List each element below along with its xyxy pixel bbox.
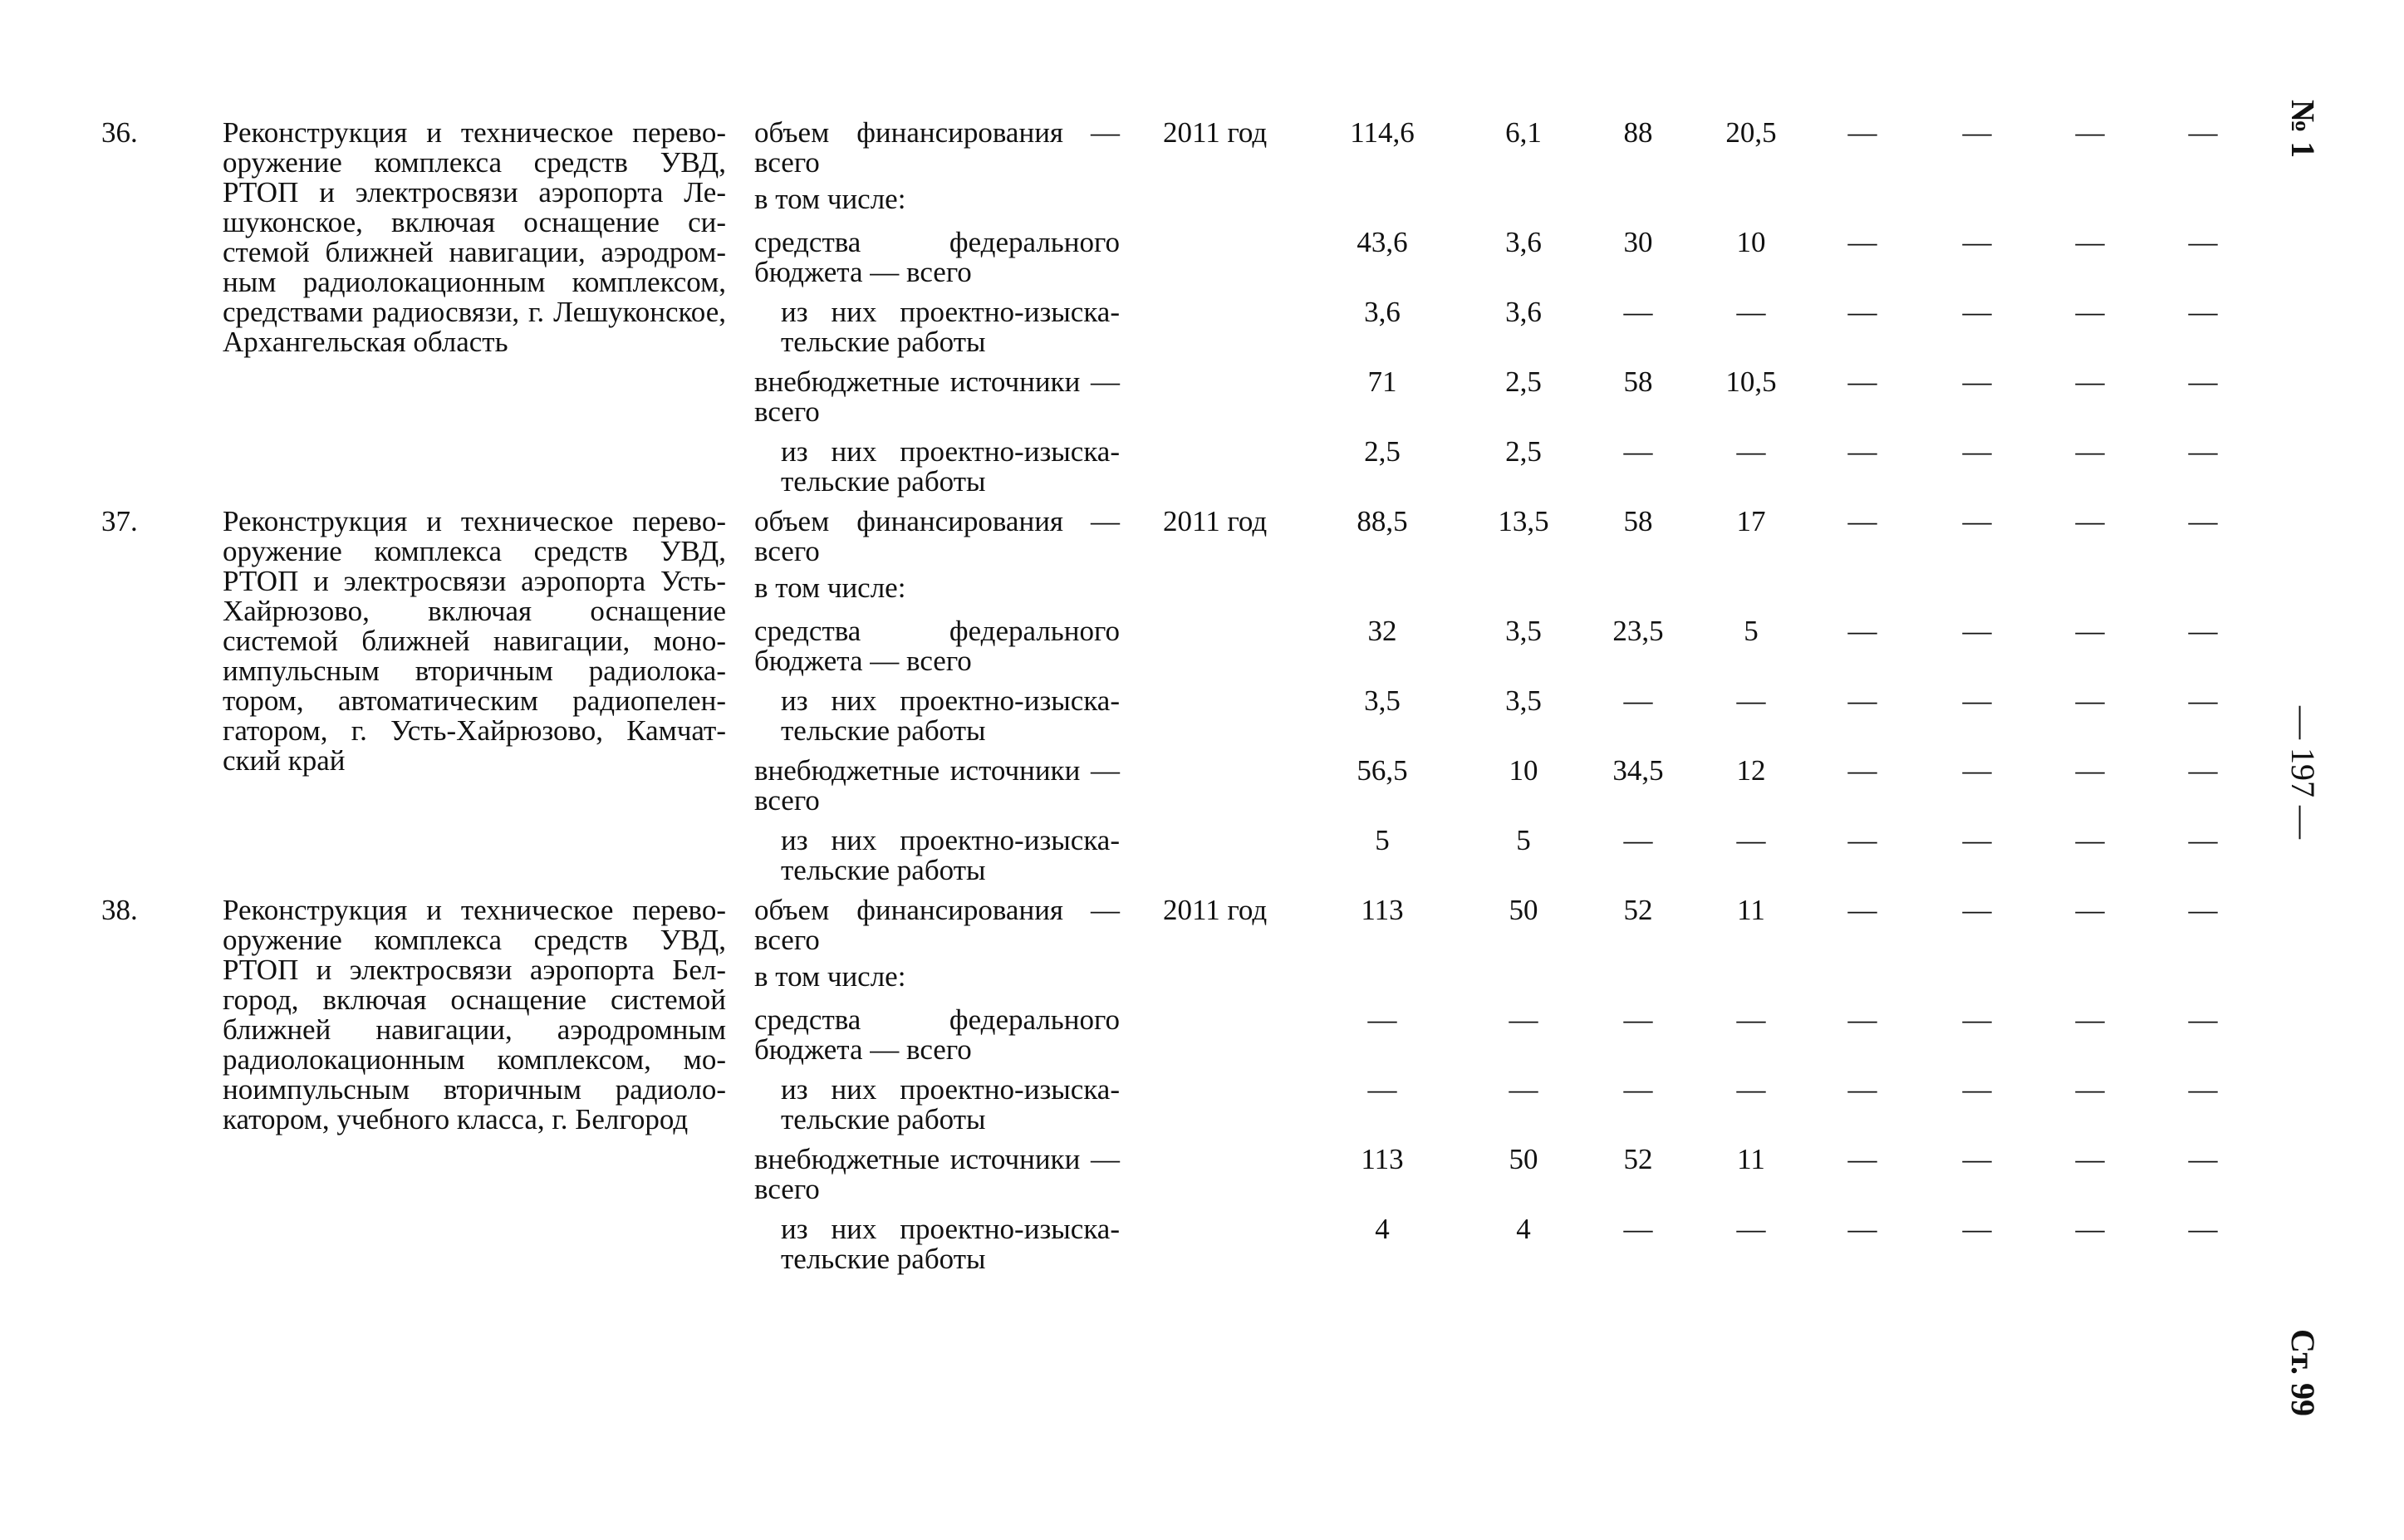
value-cell: — bbox=[1962, 435, 1992, 468]
value-cell: 2,5 bbox=[1364, 435, 1401, 468]
value-cell: 58 bbox=[1623, 365, 1653, 398]
value-cell: 3,6 bbox=[1505, 226, 1542, 258]
value-cell: 10 bbox=[1736, 226, 1766, 258]
value-cell: 12 bbox=[1736, 754, 1766, 787]
value-cell: — bbox=[2075, 684, 2105, 717]
value-cell: — bbox=[1962, 116, 1992, 149]
value-cell: — bbox=[1962, 365, 1992, 398]
value-cell: 3,5 bbox=[1505, 615, 1542, 647]
value-cell: 43,6 bbox=[1357, 226, 1408, 258]
funding-label: из них проектно-изыскательские работы bbox=[781, 435, 1120, 498]
value-cell: — bbox=[1623, 824, 1653, 856]
value-cell: — bbox=[1962, 505, 1992, 537]
value-cell: 2,5 bbox=[1505, 435, 1542, 468]
value-cell: — bbox=[2188, 435, 2218, 468]
funding-label: объем финансирования — всего bbox=[754, 505, 1120, 567]
value-cell: — bbox=[1962, 894, 1992, 926]
value-cell: — bbox=[1962, 1213, 1992, 1245]
entry-number: 36. bbox=[101, 116, 138, 149]
value-cell: — bbox=[1736, 824, 1766, 856]
value-cell: — bbox=[2075, 365, 2105, 398]
value-cell: — bbox=[1847, 226, 1877, 258]
value-cell: — bbox=[1623, 1003, 1653, 1036]
value-cell: — bbox=[2075, 1073, 2105, 1106]
value-cell: 10,5 bbox=[1725, 365, 1777, 398]
value-cell: — bbox=[2188, 1073, 2218, 1106]
value-cell: — bbox=[1847, 684, 1877, 717]
entry-number: 37. bbox=[101, 505, 138, 537]
value-cell: 71 bbox=[1367, 365, 1397, 398]
value-cell: 11 bbox=[1737, 894, 1765, 926]
value-cell: — bbox=[1509, 1073, 1538, 1106]
funding-year: 2011 год bbox=[1163, 894, 1268, 926]
value-cell: 20,5 bbox=[1725, 116, 1777, 149]
value-cell: 52 bbox=[1623, 894, 1653, 926]
value-cell: — bbox=[2075, 296, 2105, 328]
value-cell: — bbox=[1736, 1213, 1766, 1245]
value-cell: — bbox=[2188, 226, 2218, 258]
value-cell: — bbox=[1623, 1213, 1653, 1245]
funding-label: средства федерального бюджета — всего bbox=[754, 615, 1120, 677]
value-cell: — bbox=[1962, 754, 1992, 787]
funding-label: средства федерального бюджета — всего bbox=[754, 1003, 1120, 1066]
funding-year: 2011 год bbox=[1163, 505, 1268, 537]
value-cell: — bbox=[2188, 684, 2218, 717]
entry-description: Реконструкция и техническое перевооружение комплекса средств УВД, РТОП и электросвязи аэропорта Белгород, включая оснащение системой ближней навигации, аэродромным радиолокационным комплексом, моноимпульсным вторичным радиолокатором, учебного класса, г. Белгород bbox=[223, 894, 726, 1135]
value-cell: — bbox=[1962, 684, 1992, 717]
value-cell: — bbox=[1736, 296, 1766, 328]
funding-label: внебюджетные источники — всего bbox=[754, 754, 1120, 817]
funding-label: из них проектно-изыскательские работы bbox=[781, 1073, 1120, 1135]
value-cell: 10 bbox=[1509, 754, 1538, 787]
value-cell: — bbox=[1962, 615, 1992, 647]
value-cell: — bbox=[1962, 824, 1992, 856]
value-cell: — bbox=[1847, 1003, 1877, 1036]
value-cell: 32 bbox=[1367, 615, 1397, 647]
value-cell: 50 bbox=[1509, 1143, 1538, 1175]
value-cell: — bbox=[1623, 296, 1653, 328]
value-cell: — bbox=[1962, 1003, 1992, 1036]
funding-label: из них проектно-изыскательские работы bbox=[781, 296, 1120, 358]
value-cell: — bbox=[2075, 116, 2105, 149]
entry-description: Реконструкция и техническое перевооружение комплекса средств УВД, РТОП и электросвязи аэропорта Лешуконское, включая оснащение системой ближней навигации, аэродромным радиолокационным комплексом, средствами радиосвязи, г. Лешуконское, Архангельская область bbox=[223, 116, 726, 358]
value-cell: — bbox=[2075, 894, 2105, 926]
funding-label: в том числе: bbox=[754, 183, 906, 215]
value-cell: — bbox=[2188, 754, 2218, 787]
value-cell: 6,1 bbox=[1505, 116, 1542, 149]
funding-label: объем финансирования — всего bbox=[754, 116, 1120, 179]
value-cell: — bbox=[2188, 116, 2218, 149]
value-cell: — bbox=[2188, 615, 2218, 647]
value-cell: — bbox=[1623, 1073, 1653, 1106]
value-cell: — bbox=[1847, 1073, 1877, 1106]
value-cell: 4 bbox=[1516, 1213, 1531, 1245]
value-cell: 34,5 bbox=[1612, 754, 1664, 787]
value-cell: 30 bbox=[1623, 226, 1653, 258]
value-cell: 13,5 bbox=[1498, 505, 1549, 537]
value-cell: 4 bbox=[1375, 1213, 1390, 1245]
value-cell: — bbox=[1623, 684, 1653, 717]
value-cell: 17 bbox=[1736, 505, 1766, 537]
value-cell: — bbox=[2188, 1003, 2218, 1036]
value-cell: — bbox=[1962, 226, 1992, 258]
value-cell: — bbox=[1847, 824, 1877, 856]
value-cell: — bbox=[2075, 1003, 2105, 1036]
value-cell: — bbox=[1367, 1073, 1397, 1106]
value-cell: — bbox=[1736, 1073, 1766, 1106]
value-cell: — bbox=[1847, 894, 1877, 926]
value-cell: — bbox=[1962, 1073, 1992, 1106]
value-cell: 11 bbox=[1737, 1143, 1765, 1175]
value-cell: 58 bbox=[1623, 505, 1653, 537]
funding-label: средства федерального бюджета — всего bbox=[754, 226, 1120, 288]
value-cell: — bbox=[1847, 116, 1877, 149]
value-cell: — bbox=[1847, 505, 1877, 537]
value-cell: — bbox=[1736, 1003, 1766, 1036]
value-cell: — bbox=[1623, 435, 1653, 468]
value-cell: 56,5 bbox=[1357, 754, 1408, 787]
value-cell: 3,5 bbox=[1505, 684, 1542, 717]
value-cell: — bbox=[2075, 615, 2105, 647]
value-cell: — bbox=[1736, 435, 1766, 468]
funding-year: 2011 год bbox=[1163, 116, 1268, 149]
entry-number: 38. bbox=[101, 894, 138, 926]
value-cell: — bbox=[2075, 1213, 2105, 1245]
value-cell: — bbox=[2188, 824, 2218, 856]
value-cell: — bbox=[1962, 296, 1992, 328]
value-cell: 88 bbox=[1623, 116, 1653, 149]
value-cell: — bbox=[1847, 1213, 1877, 1245]
article-number: Ст. 99 bbox=[2284, 1329, 2322, 1416]
value-cell: — bbox=[1847, 435, 1877, 468]
value-cell: 2,5 bbox=[1505, 365, 1542, 398]
value-cell: — bbox=[2188, 894, 2218, 926]
value-cell: — bbox=[2075, 1143, 2105, 1175]
value-cell: — bbox=[1847, 296, 1877, 328]
funding-label: в том числе: bbox=[754, 571, 906, 604]
value-cell: 3,6 bbox=[1364, 296, 1401, 328]
value-cell: — bbox=[2075, 226, 2105, 258]
value-cell: — bbox=[2188, 1143, 2218, 1175]
value-cell: — bbox=[1847, 754, 1877, 787]
value-cell: 5 bbox=[1744, 615, 1759, 647]
value-cell: 113 bbox=[1361, 1143, 1404, 1175]
value-cell: 88,5 bbox=[1357, 505, 1408, 537]
value-cell: — bbox=[2075, 824, 2105, 856]
value-cell: — bbox=[1847, 365, 1877, 398]
funding-label: в том числе: bbox=[754, 960, 906, 993]
funding-label: внебюджетные источники — всего bbox=[754, 365, 1120, 428]
value-cell: — bbox=[1367, 1003, 1397, 1036]
funding-label: объем финансирования — всего bbox=[754, 894, 1120, 956]
value-cell: — bbox=[2188, 1213, 2218, 1245]
value-cell: 3,6 bbox=[1505, 296, 1542, 328]
value-cell: — bbox=[1962, 1143, 1992, 1175]
value-cell: 114,6 bbox=[1350, 116, 1415, 149]
entry-description: Реконструкция и техническое перевооружение комплекса средств УВД, РТОП и электросвязи аэропорта Усть-Хайрюзово, включая оснащение системой ближней навигации, моноимпульсным вторичным радиолокатором, автоматическим радиопеленгатором, г. Усть-Хайрюзово, Камчатский край bbox=[223, 505, 726, 777]
value-cell: 50 bbox=[1509, 894, 1538, 926]
value-cell: 5 bbox=[1375, 824, 1390, 856]
value-cell: 5 bbox=[1516, 824, 1531, 856]
issue-number: № 1 bbox=[2284, 100, 2322, 159]
value-cell: — bbox=[2075, 435, 2105, 468]
value-cell: 3,5 bbox=[1364, 684, 1401, 717]
funding-label: из них проектно-изыскательские работы bbox=[781, 1213, 1120, 1275]
value-cell: 23,5 bbox=[1612, 615, 1664, 647]
value-cell: — bbox=[1847, 615, 1877, 647]
value-cell: — bbox=[2188, 505, 2218, 537]
margin-running-header bbox=[2276, 66, 2326, 1479]
value-cell: — bbox=[2075, 505, 2105, 537]
value-cell: — bbox=[2188, 365, 2218, 398]
funding-label: из них проектно-изыскательские работы bbox=[781, 684, 1120, 747]
funding-label: из них проектно-изыскательские работы bbox=[781, 824, 1120, 886]
funding-label: внебюджетные источники — всего bbox=[754, 1143, 1120, 1205]
value-cell: — bbox=[1847, 1143, 1877, 1175]
value-cell: 52 bbox=[1623, 1143, 1653, 1175]
page-number: — 197 — bbox=[2284, 706, 2322, 839]
value-cell: — bbox=[2075, 754, 2105, 787]
value-cell: 113 bbox=[1361, 894, 1404, 926]
value-cell: — bbox=[1736, 684, 1766, 717]
value-cell: — bbox=[2188, 296, 2218, 328]
value-cell: — bbox=[1509, 1003, 1538, 1036]
